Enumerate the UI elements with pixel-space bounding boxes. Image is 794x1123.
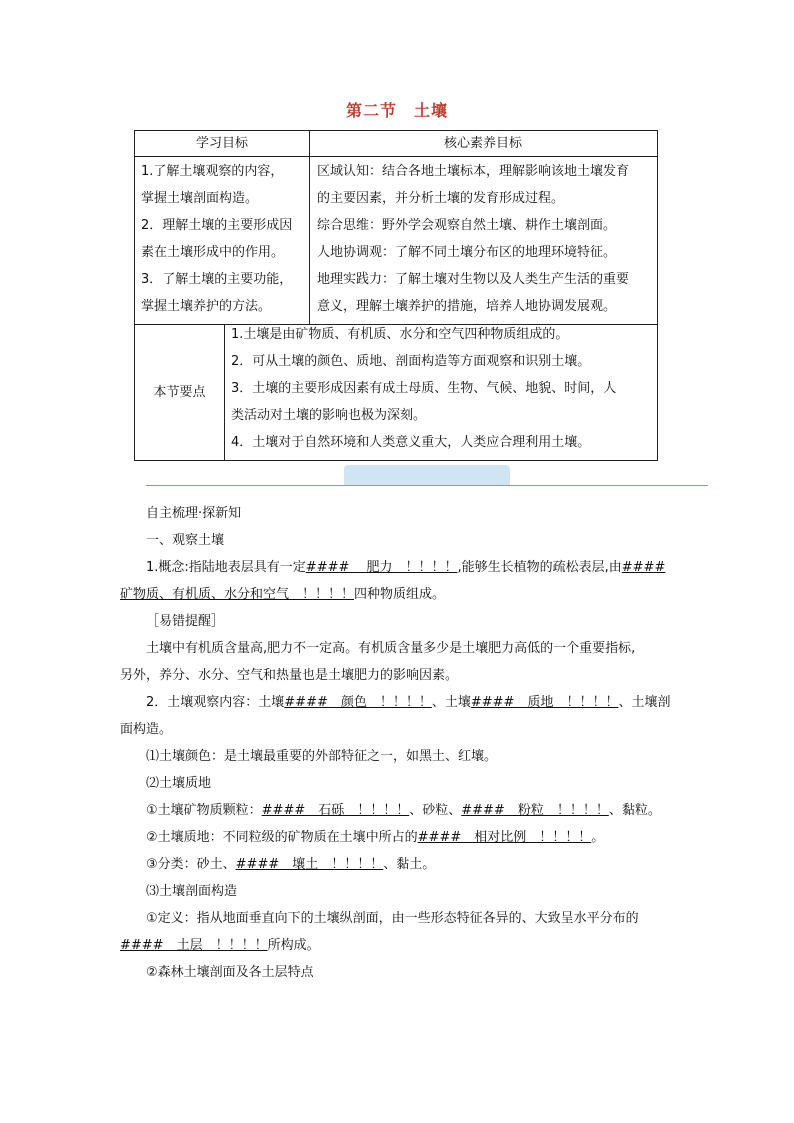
text: 、黏土。 — [383, 857, 436, 872]
text: 四种物质组成。 — [354, 587, 446, 602]
core-goal-line: 意义，理解土壤养护的措施，培养人地协调发展观。 — [317, 299, 617, 314]
tip-text: 另外，养分、水分、空气和热量也是土壤肥力的影响因素。 — [120, 668, 459, 683]
text: ,能够生长植物的疏松表层,由 — [457, 560, 622, 575]
learning-goal-line: 1.了解土壤观察的内容， — [141, 164, 284, 179]
fill-blank: #### 粉粒 ！！！！ — [461, 803, 609, 818]
core-goals-cell — [317, 158, 657, 320]
profile-definition-cont — [120, 932, 680, 959]
core-goal-line: 地理实践力：了解土壤对生物以及人类生产生活的重要 — [317, 272, 630, 287]
profile-heading: ⑶土壤剖面构造 — [146, 884, 238, 899]
fill-blank: #### 相对比例 ！！！！ — [417, 830, 592, 845]
forest-profile-line: ②森林土壤剖面及各土层特点 — [146, 965, 314, 980]
table-header-core-goals: 核心素养目标 — [309, 131, 657, 157]
key-point-line: 4．土壤对于自然环境和人类意义重大，人类应合理利用土壤。 — [231, 435, 591, 450]
text: 、砂粒、 — [409, 803, 462, 818]
texture-line — [120, 824, 680, 851]
table-header-learning-goals: 学习目标 — [135, 131, 309, 157]
soil-color-line: ⑴土壤颜色：是土壤最重要的外部特征之一，如黑土、红壤。 — [146, 749, 498, 764]
soil-texture-heading: ⑵土壤质地 — [146, 776, 212, 791]
fill-blank: #### 质地 ！！！！ — [470, 695, 619, 710]
key-points-label: 本节要点 — [153, 385, 206, 400]
observation-line-cont: 面构造。 — [120, 722, 173, 737]
fill-blank: #### 石砾 ！！！！ — [261, 803, 410, 818]
text: ②土壤质地：不同粒级的矿物质在土壤中所占的 — [146, 830, 418, 845]
objectives-table — [134, 130, 658, 461]
key-point-line: 1.土壤是由矿物质、有机质、水分和空气四种物质组成的。 — [231, 327, 569, 342]
observation-line — [120, 689, 680, 716]
concept-line-cont — [120, 581, 680, 608]
section-divider-tab — [344, 465, 510, 486]
section-heading: 自主梳理·探新知 — [146, 506, 242, 521]
text: 所构成。 — [267, 938, 320, 953]
text: 、土壤剖 — [618, 695, 671, 710]
text: 、黏粒。 — [608, 803, 661, 818]
text: 2．土壤观察内容：土壤 — [146, 695, 285, 710]
classification-line — [120, 851, 680, 878]
particles-line — [120, 797, 680, 824]
learning-goal-line: 掌握土壤养护的方法。 — [141, 299, 272, 314]
fill-blank: 矿物质、有机质、水分和空气 ！！！！ — [120, 587, 355, 602]
fill-blank: #### — [621, 560, 666, 575]
key-point-line: 2．可从土壤的颜色、质地、剖面构造等方面观察和识别土壤。 — [231, 354, 591, 369]
learning-goal-line: 掌握土壤剖面构造。 — [141, 191, 259, 206]
page-title: 第二节 土壤 — [345, 101, 448, 120]
part-heading: 一、观察土壤 — [146, 533, 225, 548]
fill-blank: #### 颜色 ！！！！ — [284, 695, 432, 710]
profile-definition: ①定义：指从地面垂直向下的土壤纵剖面，由一些形态特征各异的、大致呈水平分布的 — [146, 911, 639, 926]
learning-goals-cell — [141, 158, 307, 320]
core-goal-line: 的主要因素，并分析土壤的发育形成过程。 — [317, 191, 565, 206]
learning-goal-line: 素在土壤形成中的作用。 — [141, 245, 285, 260]
learning-goal-line: 3．了解土壤的主要功能， — [141, 272, 293, 287]
table-divider — [309, 131, 310, 324]
key-point-line: 类活动对土壤的影响也极为深刻。 — [231, 408, 427, 423]
section-divider-line — [146, 485, 708, 486]
text: ①土壤矿物质颗粒： — [146, 803, 262, 818]
fill-blank: #### 肥力 ！！！！ — [305, 560, 458, 575]
table-divider — [224, 324, 225, 461]
core-goal-line: 综合思维：野外学会观察自然土壤、耕作土壤剖面。 — [317, 218, 617, 233]
study-notes — [120, 500, 680, 986]
core-goal-line: 区域认知：结合各地土壤标本，理解影响该地土壤发育 — [317, 164, 630, 179]
learning-goal-line: 2．理解土壤的主要形成因 — [141, 218, 293, 233]
tip-label: ［易错提醒］ — [146, 614, 225, 629]
key-point-line: 3．土壤的主要形成因素有成土母质、生物、气候、地貌、时间，人 — [231, 381, 617, 396]
text: 。 — [591, 830, 605, 845]
fill-blank: #### 土层 ！！！！ — [120, 938, 268, 953]
tip-text: 土壤中有机质含量高,肥力不一定高。有机质含量多少是土壤肥力高低的一个重要指标, — [146, 641, 636, 656]
text: 、土壤 — [431, 695, 471, 710]
concept-line — [120, 554, 680, 581]
text: ③分类：砂土、 — [146, 857, 236, 872]
text: 1.概念:指陆地表层具有一定 — [146, 560, 306, 575]
core-goal-line: 人地协调观：了解不同土壤分布区的地理环境特征。 — [317, 245, 617, 260]
key-points-cell — [231, 321, 657, 456]
fill-blank: #### 壤土 ！！！！ — [235, 857, 384, 872]
